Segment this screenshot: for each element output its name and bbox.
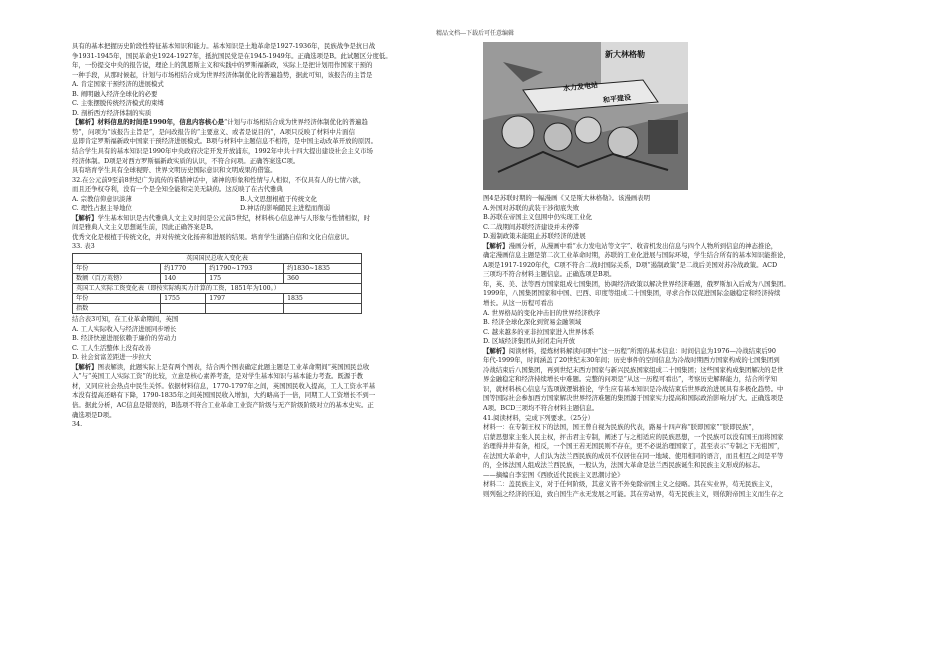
line-text: A项。BCD三项均不符合材料主题信息。	[483, 404, 599, 413]
line-text: 间是雅典人文主义思想诞生前，因此正确答案是B。	[72, 223, 218, 232]
text-line	[72, 353, 472, 363]
text-line	[72, 344, 472, 354]
text-line	[483, 232, 878, 242]
text-line	[72, 411, 472, 421]
text-line	[72, 223, 472, 233]
line-text: 经济体制。D项是对西方罗斯福新政实质的认识，不符合问项。正确答案选C项。	[72, 156, 300, 165]
text-line	[72, 157, 472, 167]
line-text: A项是1917-1920年代，C项不符合二战时国际关系，D项“遏制政策”是二战后美国对苏冷战政策。ACD	[483, 260, 778, 269]
line-text: 结合表3可知，在工业革命期间，英国	[72, 315, 179, 324]
text-line	[483, 213, 878, 223]
cartoon-drawing	[483, 42, 688, 190]
cartoon-label-3: 和平建设	[602, 92, 632, 105]
text-line	[72, 401, 472, 411]
text-line	[483, 299, 878, 309]
text-line	[72, 90, 472, 100]
line-text: 材，又同应社会热点中民生关怀。依据材料信息，1770-1797年之间，英国国民收入提高，工人工资水平基	[72, 381, 376, 390]
text-line	[72, 185, 472, 195]
line-text: 年，英、美、法等西方国家组成七国集团，协调经济政策以解决世界经济难题，俄罗斯加入后成为八国集团。	[483, 279, 790, 288]
text-line	[483, 289, 878, 299]
text-line	[483, 442, 878, 452]
text-line	[72, 71, 472, 81]
line-text: 确选项是D项。	[72, 410, 116, 419]
text-line	[483, 194, 878, 204]
table-cell: 数额（百万英镑）	[73, 274, 161, 284]
line-text: ——摘编自李宏图《西欧近代民族主义思潮讨论》	[483, 470, 624, 479]
line-text: 启蒙思想家主张人民主权，抨击君主专制，阐述了与之相适应的民族思想，一个民族可以没有国王而将国家	[483, 432, 784, 441]
line-text: 32.在公元前9至前8世纪广为流传的希腊神话中，诸神的形象和性情与人相似，不仅具有人的七情六欲，	[72, 175, 366, 184]
table-cell: 175	[206, 274, 284, 284]
text-line	[72, 118, 472, 128]
line-text: 增长。从这一历程可看出	[483, 299, 554, 308]
text-line	[72, 334, 472, 344]
line-text: 阅读材料，提炼材料解读问项中“这一历程”所需的基本信息：时间信息为1976—冷战结束后90	[508, 346, 776, 355]
cartoon-label-1: 新大林格勒	[605, 49, 645, 59]
table-cell	[206, 304, 284, 314]
text-line	[483, 347, 878, 357]
line-text: C.二战期间苏联经济建设并未停滞	[483, 222, 580, 231]
line-text: 1999年，八国集团国家和中国、巴西、印度等组成二十国集团，寻求合作以促进国际金融稳定和经济持续	[483, 289, 781, 298]
line-text: 优秀文化是根植于传统文化，并对传统文化扬弃和进展的结果。培育学生道路自信和文化自信意识。	[72, 232, 354, 241]
line-text: C. 理性占据主导地位	[72, 204, 132, 213]
analysis-label: 【解析】材料信息的时间是1990年，信息内容核心是	[72, 118, 224, 127]
text-line	[483, 480, 878, 490]
text-line	[72, 61, 472, 71]
text-line	[483, 261, 878, 271]
line-text: 的，全体法国人组成法兰西民族，一般认为，法国大革命是法兰西民族诞生和民族主义形成的标志。	[483, 461, 765, 470]
table-cell: 140	[161, 274, 206, 284]
text-line	[72, 233, 472, 243]
line-text: C. 主张摆脱传统经济模式的束缚	[72, 99, 164, 108]
text-line	[483, 452, 878, 462]
page-header: 精品文档---下载后可任意编辑	[435, 30, 515, 37]
line-text: 争1931-1945年，国民革命史1924-1927年，抵抗国民党是在1945-1949年。正确选项是B。此试题区分度低。	[72, 51, 392, 60]
text-line	[72, 52, 472, 62]
line-text: C. 工人生活整体上没有改善	[72, 343, 152, 352]
line-text: “计划与市场相结合成为世界经济体制优化的普遍趋	[224, 118, 368, 127]
text-line	[72, 363, 472, 373]
text-line	[483, 366, 878, 376]
text-line	[72, 204, 472, 214]
text-line	[483, 328, 878, 338]
table-cell: 360	[284, 274, 362, 284]
line-text: 本没有提高还略有下降，1790-1835年之间英国国民收入增加，大约略高于一倍，同期工人工资增长不到一	[72, 391, 376, 400]
text-line	[483, 204, 878, 214]
text-line	[72, 80, 472, 90]
line-text: 入”与“英国工人实际工资”的比较，立意是核心素养考查，是对学生基本知识与基本能力考查。既源于教	[72, 372, 363, 381]
line-text: B.苏联在帝国主义包围中仍实现工业化	[483, 213, 592, 222]
table-cell	[161, 304, 206, 314]
table-cell	[284, 304, 362, 314]
table-cell: 1755	[161, 294, 206, 304]
left-column	[72, 42, 472, 430]
table-cell: 1797	[206, 294, 284, 304]
cartoon-label-2: 水力发电站	[562, 80, 599, 93]
text-line	[72, 195, 472, 205]
line-text: 具有的基本把握历史阶段性特征基本知识和能力。基本知识是土地革命是1927-1936年，民族战争是抗日战	[72, 42, 376, 50]
table-cell: 约1830~1835	[284, 264, 362, 274]
line-text: 年代-1999年，时间涵盖了20世纪末30年间；历史事件的空间信息为冷战时期西方国家构成的七国集团到	[483, 356, 780, 365]
text-line	[483, 251, 878, 261]
line-text: 34.	[72, 420, 83, 429]
line-text: 材料一：在专制王权下的法国，国王曾自视为民族的代表，路易十四声称“朕即国家”“朕即民族”，	[483, 423, 759, 432]
line-text: 倍。据此分析，AC信息是错误的，B选项不符合工业革命工业资产阶级与无产阶级阶级对立的基本史实。正	[72, 400, 374, 409]
line-text: 识，就材料核心信息与选项做逻辑推论，学生应有基本知识是冷战结束后世界政治进展具有多极化趋势。中	[483, 384, 784, 393]
text-line	[483, 356, 878, 366]
line-text: 一种手段，从那时候起，计划与市场相结合成为世界经济体制优化的普遍趋势，据此可知，该报告的主旨是	[72, 70, 373, 79]
text-line	[483, 242, 878, 252]
option-text: D.神话的影响随民主进程而削弱	[240, 204, 331, 213]
text-line	[72, 315, 472, 325]
line-text: B. 阐明融入经济全球化的必要	[72, 89, 158, 98]
text-line	[483, 433, 878, 443]
text-line	[72, 166, 472, 176]
text-line	[72, 99, 472, 109]
line-text: 图表解读，此题实际上是有两个图表，结合两个图表确定此题主题是工业革命期间“英国国民总收	[97, 362, 370, 371]
line-text: D.遏制政策未能阻止苏联经济的进展	[483, 232, 586, 241]
analysis-label: 【解析】	[483, 241, 509, 250]
text-line	[483, 461, 878, 471]
line-text: 息即肯定罗斯福新政中国家干预经济进展模式。B项与材料中主题信息不相符，是中国主动改革开放的原因。	[72, 137, 378, 146]
line-text: 冷战结束后八国集团，再到世纪末西方国家与新兴民族国家组成二十国集团；这些国家构成集团解决的是世	[483, 365, 784, 374]
text-line	[72, 242, 472, 252]
line-text: 国等国际社会参加西方国家解决世界经济难题的集团源于国家实力提高和国际政治影响力扩大。正确选项是	[483, 394, 784, 403]
table-cell: 英国工人实际工资变化表（即按实际购买力计算的工资，1851年为100。）	[73, 284, 362, 294]
table-cell: 指数	[73, 304, 161, 314]
line-text: 确定漫画信息主题是第二次工业革命时期，苏联的工业化进展与国际环境，学生结合所有的基本知识能推论，	[483, 251, 790, 260]
text-line	[72, 391, 472, 401]
text-line	[72, 147, 472, 157]
text-line	[72, 109, 472, 119]
table-cell: 年份	[73, 294, 161, 304]
text-line	[72, 372, 472, 382]
text-line	[483, 471, 878, 481]
line-text: 势”，问项为“该报告主旨是”，是问改报告的“主要意义、或者是说目的”，A项只反映了材料中片面信	[72, 127, 355, 136]
analysis-label: 【解析】	[483, 346, 509, 355]
line-text: D. 区域经济集团从封闭走向开放	[483, 337, 576, 346]
line-text: 图4是苏联时期的一幅漫画《又是斯大林格勒》。该漫画表明	[483, 194, 651, 202]
line-text: C. 越来越多的亚非拉国家进入世界体系	[483, 327, 594, 336]
text-line	[483, 414, 878, 424]
analysis-label: 【解析】	[72, 362, 98, 371]
line-text: 41.阅读材料，完成下列要求。（25分）	[483, 413, 594, 422]
line-text: 材料二：盖民族主义，对于任何阶级，其意义皆不外免除帝国主义之侵略。其在实业界，苟无民族主义，	[483, 480, 777, 489]
line-text: 界金融稳定和经济持续增长中难题。完整的问项是“从这一历程可看出”，考察历史解释能力，结合所学知	[483, 375, 778, 384]
cartoon-image	[483, 42, 688, 190]
text-line	[72, 214, 472, 224]
line-text: 在法国大革命中，人们认为法兰西民族的成员不仅居住在同一地域、使用相同的语言，而且相互之间是平等	[483, 451, 784, 460]
text-line	[72, 176, 472, 186]
line-text: 33. 表3	[72, 242, 95, 251]
line-text: A. 工人实际收入与经济进展同步增长	[72, 324, 177, 333]
text-line	[483, 423, 878, 433]
text-line	[72, 325, 472, 335]
text-line	[483, 394, 878, 404]
line-text: D. 剖析西方经济体制的实质	[72, 108, 152, 117]
text-line	[483, 223, 878, 233]
text-line	[483, 337, 878, 347]
line-text: 而且还争权夺利，没有一个是全知全能和完美无缺的。这反映了在古代雅典	[72, 185, 283, 194]
line-text: A. 世界格局的变化冲击旧的世界经济秩序	[483, 308, 601, 317]
income-table	[72, 253, 362, 314]
line-text: 漫画分析，从漫画中看“水力发电站等文字”、收音机发出信息与四个人物所到信息的神态推论，	[508, 241, 778, 250]
line-text: 则列强之经济的压迫，致自国生产永无发展之可能。其在劳动界，苟无民族主义，则依附帝国主义而生存之	[483, 489, 784, 498]
text-line	[483, 404, 878, 414]
text-line	[72, 420, 472, 430]
table-cell: 英国国民总收入变化表	[73, 254, 362, 264]
text-line	[72, 42, 472, 52]
line-text: A.外国对苏联的武装干涉彻底失败	[483, 203, 580, 212]
text-line	[483, 309, 878, 319]
line-text: B. 经济全球化深化到贸易金融领域	[483, 318, 582, 327]
line-text: A. 肯定国家干预经济的进展模式	[72, 80, 164, 89]
line-text: 具有培育学生具有全球视野、世界文明历史国际意识和文明成果的借鉴。	[72, 166, 277, 175]
line-text: 年，一份提交中央的报告说，理论上的凯恩斯主义和实践中的罗斯福新政，实际上是把计划用作国家干预的	[72, 61, 373, 70]
table-cell: 1835	[284, 294, 362, 304]
table-cell: 年份	[73, 264, 161, 274]
line-text: B. 经济快速进展依赖于廉价的劳动力	[72, 334, 177, 343]
line-text: D. 社会贫富差距进一步拉大	[72, 353, 152, 362]
text-line	[483, 375, 878, 385]
line-text: 学生基本知识是古代雅典人文主义时间是公元前5世纪，材料核心信息神与人形象与性情相似，时	[97, 213, 371, 222]
right-column	[483, 42, 878, 500]
line-text: 治理得井井有条，相反，一个国王若无国民则不存在，更不必说治理国家了，甚至表示“专制之下无祖国”，	[483, 442, 784, 451]
option-text: B.人文思想根植于传统文化	[240, 194, 318, 203]
table-cell: 约1790~1793	[206, 264, 284, 274]
text-line	[483, 318, 878, 328]
line-text: 结合学生具有的基本知识是1990年中央政府决定开发开放浦东，1992年中共十四大提出建设社会主义市场	[72, 147, 373, 156]
line-text: A. 宗教信仰意识淡薄	[72, 194, 132, 203]
text-line	[483, 490, 878, 500]
text-line	[483, 270, 878, 280]
table-cell: 约1770	[161, 264, 206, 274]
text-line	[72, 382, 472, 392]
line-text: 三项均不符合材料主题信息。正确选项是B项。	[483, 270, 616, 279]
text-line	[72, 137, 472, 147]
analysis-label: 【解析】	[72, 213, 98, 222]
